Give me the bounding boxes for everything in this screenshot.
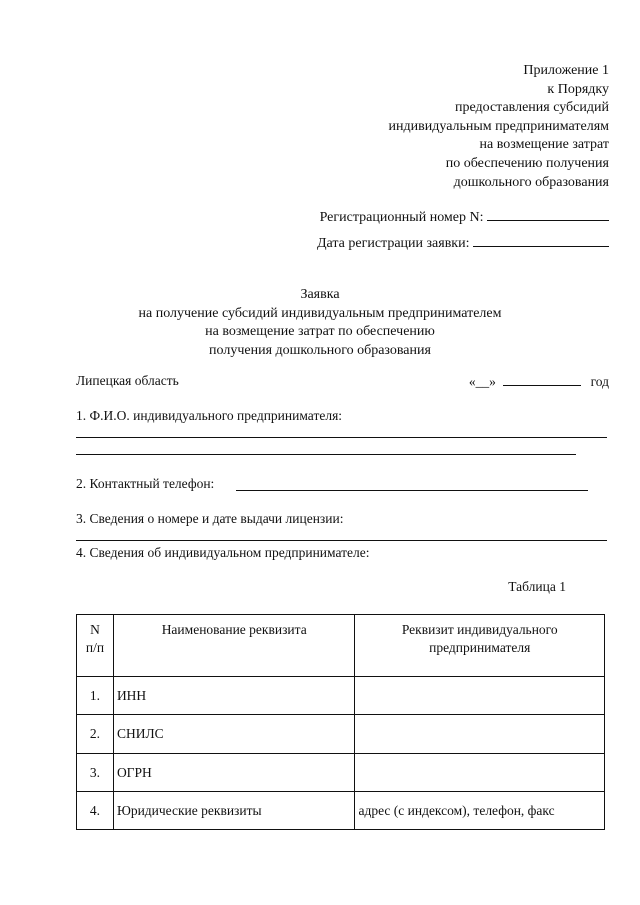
row-num: 1.	[77, 677, 114, 715]
title-line: на возмещение затрат по обеспечению	[205, 324, 435, 340]
section-license-label: 3. Сведения о номере и дате выдачи лицензии:	[76, 511, 344, 526]
row-num: 2.	[77, 715, 114, 754]
title-line: на получение субсидий индивидуальным предпринимателем	[138, 305, 502, 321]
date-day-field[interactable]: «__»	[468, 374, 496, 389]
registration-date-field[interactable]	[473, 234, 609, 247]
header-name	[113, 615, 355, 677]
title-line: Заявка	[300, 287, 340, 302]
header-num-line: п/п	[85, 640, 105, 655]
appendix-line: предоставления субсидий	[454, 100, 609, 116]
row-name: Юридические реквизиты	[113, 792, 355, 830]
header-num	[77, 615, 114, 677]
row-name: СНИЛС	[113, 715, 355, 754]
date-month-field[interactable]	[503, 373, 581, 386]
registration-date-row	[317, 234, 609, 252]
table-caption: Таблица 1	[508, 579, 566, 594]
row-value[interactable]	[355, 715, 605, 754]
registration-number-field[interactable]	[487, 208, 609, 221]
header-value-line: предпринимателя	[429, 640, 531, 655]
appendix-line: к Порядку	[547, 81, 609, 97]
header-name-text: Наименование реквизита	[161, 622, 307, 637]
header-value	[355, 615, 605, 677]
row-value[interactable]	[355, 754, 605, 792]
table-row	[77, 754, 605, 792]
registration-number-label: Регистрационный номер N:	[319, 210, 484, 225]
appendix-line: на возмещение затрат	[479, 137, 609, 153]
title-line: получения дошкольного образования	[209, 342, 431, 358]
document-title	[0, 286, 640, 360]
application-date	[469, 373, 609, 390]
license-field[interactable]	[76, 540, 607, 541]
date-year-suffix: год	[590, 374, 609, 389]
header-value-line: Реквизит индивидуального	[401, 622, 558, 637]
phone-field[interactable]	[236, 490, 588, 491]
fio-field-line-2[interactable]	[76, 454, 576, 455]
table-row	[77, 677, 605, 715]
registration-number-row	[320, 208, 609, 226]
appendix-line: индивидуальным предпринимателям	[388, 118, 609, 134]
row-num: 4.	[77, 792, 114, 830]
row-value[interactable]: адрес (с индексом), телефон, факс	[355, 792, 605, 830]
fio-field-line-1[interactable]	[76, 437, 607, 438]
row-num: 3.	[77, 754, 114, 792]
row-name: ОГРН	[113, 754, 355, 792]
row-value[interactable]	[355, 677, 605, 715]
table-header-row	[77, 615, 605, 677]
registration-date-label: Дата регистрации заявки:	[316, 236, 470, 251]
appendix-line: Приложение 1	[523, 63, 609, 78]
appendix-line: дошкольного образования	[453, 174, 609, 190]
header-num-line: N	[90, 622, 100, 637]
region-label: Липецкая область	[76, 373, 179, 388]
section-fio-label: 1. Ф.И.О. индивидуального предпринимателя:	[76, 408, 343, 423]
appendix-line: по обеспечению получения	[445, 155, 609, 171]
section-entrepreneur-label: 4. Сведения об индивидуальном предпринимателе:	[76, 545, 370, 560]
table-row	[77, 792, 605, 830]
table-row	[77, 715, 605, 754]
row-name: ИНН	[113, 677, 355, 715]
appendix-header	[389, 62, 609, 192]
requisites-table	[76, 614, 605, 830]
section-phone-label: 2. Контактный телефон:	[76, 476, 215, 491]
